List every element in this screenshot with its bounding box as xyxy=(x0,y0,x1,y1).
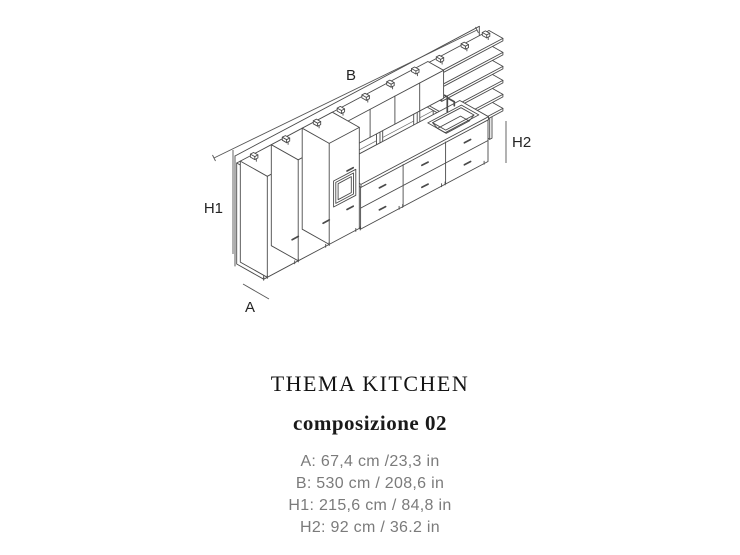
label-A: A xyxy=(244,299,256,316)
product-title: THEMA KITCHEN xyxy=(270,371,470,396)
label-H1: H1 xyxy=(203,200,223,217)
dimension-line-A xyxy=(243,284,269,299)
dimension-row-a: A: 67,4 cm /23,3 in xyxy=(300,453,440,470)
product-subtitle: composizione 02 xyxy=(293,411,447,435)
dimension-row-h2: H2: 92 cm / 36.2 in xyxy=(300,519,440,536)
product-caption xyxy=(0,371,740,539)
dimension-list xyxy=(0,451,740,539)
dimension-row-b: B: 530 cm / 208,6 in xyxy=(295,475,445,492)
label-H2: H2 xyxy=(512,134,532,151)
kitchen-line-art xyxy=(235,26,503,280)
dimension-row-h1: H1: 215,6 cm / 84,8 in xyxy=(288,497,452,514)
label-B: B xyxy=(345,67,357,84)
